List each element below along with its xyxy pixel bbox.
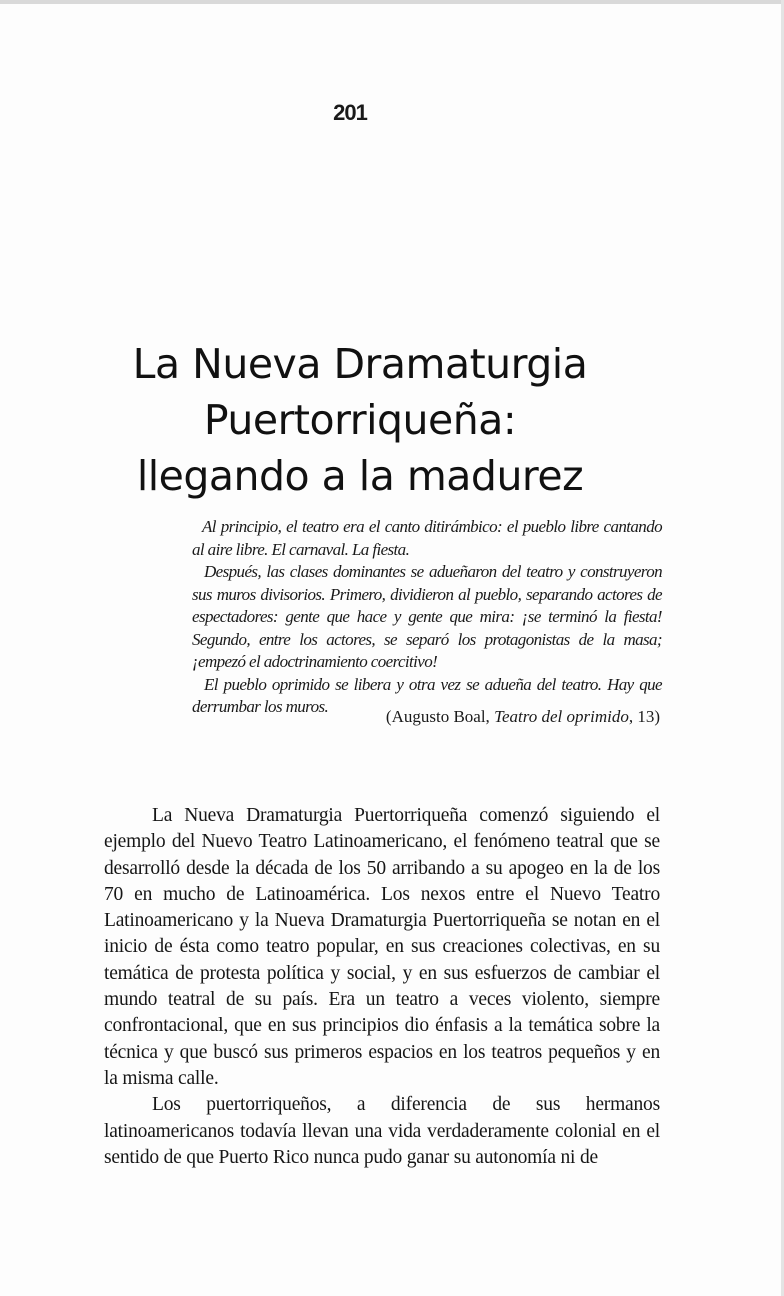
chapter-title-line-1: La Nueva Dramaturgia [132, 340, 588, 388]
chapter-title [110, 336, 610, 504]
citation-work-title: Teatro del oprimido [494, 707, 629, 726]
page-number: 201 [333, 100, 367, 125]
chapter-title-line-3: llegando a la madurez [136, 452, 584, 500]
epigraph-paragraph: Después, las clases dominantes se adueñaron del teatro y construyeron sus muros divisorios. Primero, dividieron al pueblo, separando actores de espectadores: gente que hace y gente que mira: ¡se terminó la fiesta! Segundo, entre los actores, se separó los protagonistas de la masa; ¡empezó el adoctrinamiento coercitivo! [192, 562, 662, 671]
citation-open: (Augusto Boal, [385, 707, 495, 726]
body-text [104, 803, 660, 1171]
epigraph-paragraph: El pueblo oprimido se libera y otra vez se adueña del teatro. Hay que derrumbar los muros. [192, 674, 662, 716]
epigraph-paragraph: Al principio, el teatro era el canto ditirámbico: el pueblo libre cantando al aire libre. El carnaval. La fiesta. [192, 517, 662, 559]
citation-close: , 13) [628, 707, 660, 726]
page-top-edge [0, 0, 784, 4]
epigraph [192, 516, 662, 719]
epigraph-citation [370, 706, 660, 728]
body-paragraph: Los puertorriqueños, a diferencia de sus hermanos latinoamericanos todavía llevan una vida verdaderamente colonial en el sentido de que Puerto Rico nunca pudo ganar su autonomía ni de [104, 1094, 660, 1168]
body-paragraph: La Nueva Dramaturgia Puertorriqueña comenzó siguiendo el ejemplo del Nuevo Teatro Latinoamericano, el fenómeno teatral que se desarrolló desde la década de los 50 arribando a su apogeo en la de los 70 en mucho de Latinoamérica. Los nexos entre el Nuevo Teatro Latinoamericano y la Nueva Dramaturgia Puertorriqueña se notan en el inicio de ésta como teatro popular, en sus creaciones colectivas, en su temática de protesta política y social, y en sus esfuerzos de cambiar el mundo teatral de su país. Era un teatro a veces violento, siempre confrontacional, que en sus principios dio énfasis a la temática sobre la técnica y que buscó sus primeros espacios en los teatros pequeños y en la misma calle. [104, 805, 660, 1089]
chapter-title-line-2: Puertorriqueña: [203, 396, 517, 444]
